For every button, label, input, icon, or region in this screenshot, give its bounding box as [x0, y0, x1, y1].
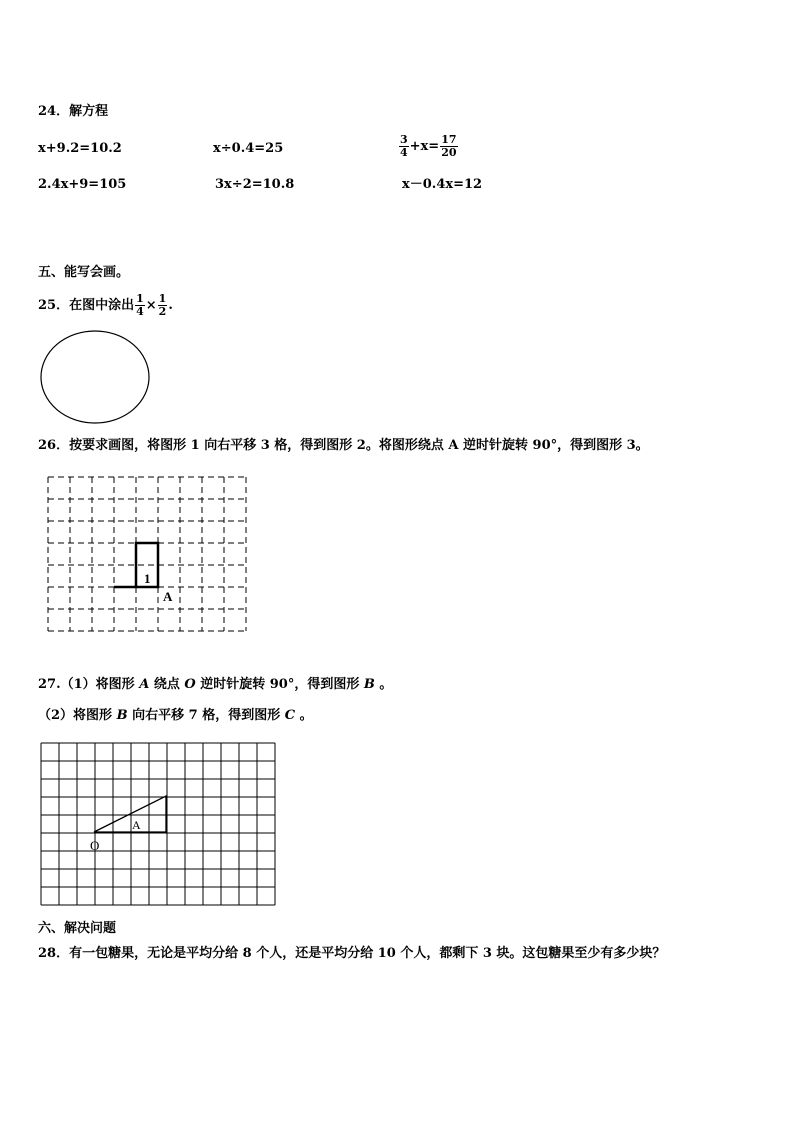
q25-circle-figure — [38, 328, 154, 428]
q25-prompt: 25．在图中涂出 $\frac{1}{4}$ × $\frac{1}{2}$ . — [38, 292, 173, 318]
equation-6: x－0.4x=12 — [402, 177, 483, 192]
equation-3: $\frac{3}{4}$ +x= $\frac{17}{20}$ — [400, 133, 457, 159]
fraction-17-20: $\frac{17}{20}$ — [441, 133, 457, 159]
q26-prompt: 26．按要求画图，将图形 1 向右平移 3 格，得到图形 2。将图形绕点 A 逆时针旋转 90°，得到图形 3。 — [38, 438, 649, 453]
circle-shape — [41, 331, 149, 423]
fraction-1-4: $\frac{1}{4}$ — [136, 292, 144, 318]
shape-1-label: 1 — [144, 571, 151, 586]
equation-4: 2.4x+9=105 — [38, 177, 127, 192]
q27-part2: （2）将图形 B 向右平移 7 格，得到图形 C 。 — [38, 708, 313, 723]
section-5-title: 五、能写会画。 — [38, 265, 130, 280]
q27-grid — [40, 742, 276, 908]
fraction-1-2: $\frac{1}{2}$ — [158, 292, 167, 318]
point-o-label: O — [90, 838, 100, 853]
q27-part1: 27.（1）将图形 A 绕点 O 逆时针旋转 90°，得到图形 B 。 — [38, 677, 393, 692]
q24-title: 24．解方程 — [38, 104, 109, 119]
equation-2: x÷0.4=25 — [213, 141, 284, 156]
q28-prompt: 28．有一包糖果，无论是平均分给 8 个人，还是平均分给 10 个人，都剩下 3 块。这包糖果至少有多少块？ — [38, 946, 666, 961]
equation-1: x+9.2=10.2 — [38, 141, 122, 156]
shape-a-label: A — [132, 818, 141, 832]
section-6-title: 六、解决问题 — [38, 921, 117, 936]
shape-a — [94, 796, 166, 832]
point-a-label: A — [163, 589, 173, 604]
fraction-3-4: $\frac{3}{4}$ — [400, 133, 408, 159]
equation-5: 3x÷2=10.8 — [215, 177, 295, 192]
q26-dashed-grid — [44, 473, 254, 653]
